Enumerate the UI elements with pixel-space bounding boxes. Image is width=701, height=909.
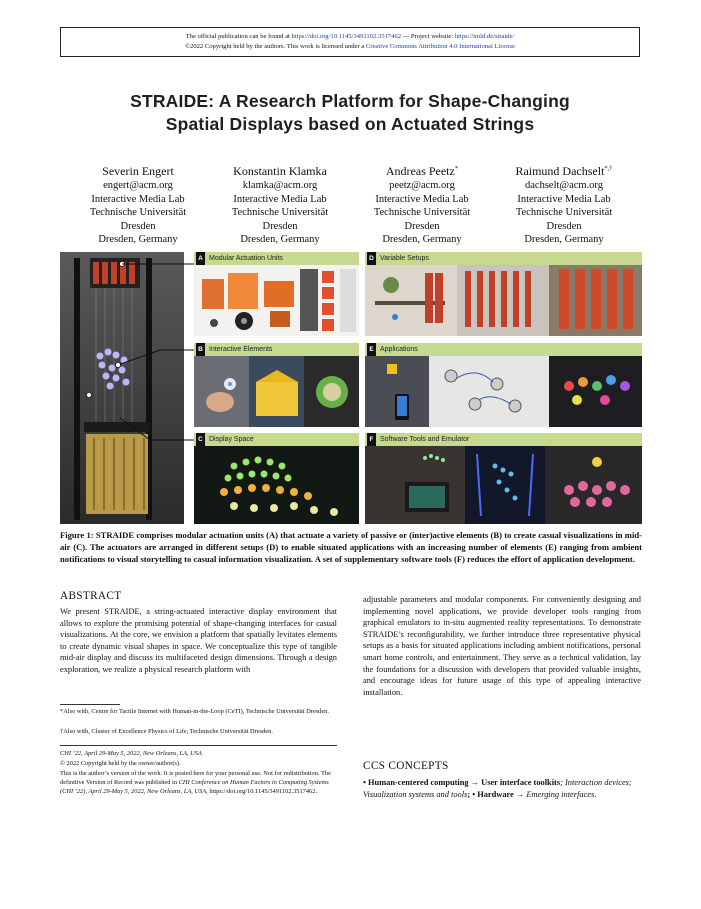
figure-caption: Figure 1: STRAIDE comprises modular actuation units (A) that actuate a variety of passive or (inter)active elements (B) to create casual visualizations in mid-air (C). The actuators are arranged in different setups (D) to enable situated applications with an increasing number of elements (E) ranging from ambient notifications to visual storytelling to casual information visualization. A set of supplementary software tools (F) reduces the effort of application development. <box>60 530 642 565</box>
conference-rule <box>60 745 337 746</box>
panel-e-label <box>365 343 642 356</box>
version-doi: , https://doi.org/10.1145/3491102.3517462. <box>206 788 318 795</box>
author-uni: Technische Universität <box>231 207 329 218</box>
copyright-line: © 2022 Copyright held by the owner/author(s). <box>60 760 181 767</box>
panel-title: Software Tools and Emulator <box>380 436 470 443</box>
title-line-2: Spatial Displays based on Actuated Strings <box>165 114 535 134</box>
version-text: This is the author’s version of the work. It is posted here for your personal use. Not for redistribution. The definitive Version of Record was published in <box>60 770 331 786</box>
author-city: Dresden <box>262 220 298 232</box>
author-uni: Technische Universität <box>373 207 471 218</box>
abstract-left: We present STRAIDE, a string-actuated interactive display environment that allows to explore the promising potential of shape-changing interfaces for casual visualizations. At the core, we envision a platform that spatially levitates elements to create dynamic visual shapes in space. We conceptualize this type of tangible mid-air display and discuss its multifaceted design dimensions. Through a design exploration, we realize a physical research platform with <box>60 607 337 674</box>
author-name: Raimund Dachselt <box>515 164 605 178</box>
ccs-hardware-sub: Emerging interfaces <box>526 789 595 799</box>
panel-d-label <box>365 252 642 265</box>
author-email: engert@acm.org <box>103 180 173 191</box>
author-email: klamka@acm.org <box>242 180 318 191</box>
ccs-concepts <box>363 777 641 800</box>
panel-c-label <box>194 433 359 446</box>
panel-f <box>365 433 642 524</box>
author-country: Dresden, Germany <box>524 234 604 245</box>
panel-title: Interactive Elements <box>209 346 273 353</box>
panel-letter: F <box>367 433 376 446</box>
panel-title: Modular Actuation Units <box>209 255 283 262</box>
notice-text-2: — Project website: <box>401 33 455 40</box>
panel-letter: C <box>196 433 205 446</box>
panel-title: Applications <box>380 346 418 353</box>
title-line-1: STRAIDE: A Research Platform for Shape-Changing <box>130 91 570 111</box>
ccs-heading: CCS CONCEPTS <box>363 760 449 772</box>
author-email: peetz@acm.org <box>389 180 455 191</box>
teaser-figure <box>60 252 642 524</box>
conference-line: CHI ’22, April 29-May 5, 2022, New Orleans, LA, USA <box>60 750 202 757</box>
author-email: dachselt@acm.org <box>525 180 603 191</box>
panel-e <box>365 343 642 427</box>
panel-f-label <box>365 433 642 446</box>
interactive-elements-photo <box>194 356 359 427</box>
footnote-2: †Also with, Cluster of Excellence Physics of Life, Technische Universität Dresden. <box>60 728 273 735</box>
ccs-hci-sub: ; Interaction devices; Visualization systems and tools <box>363 778 632 799</box>
panel-b <box>194 343 359 427</box>
ccs-end: . <box>594 789 597 799</box>
panel-title: Display Space <box>209 436 254 443</box>
author-lab: Interactive Media Lab <box>233 193 327 205</box>
panel-a-label <box>194 252 359 265</box>
author-city: Dresden <box>404 220 440 232</box>
notice-text-3: ©2022 Copyright held by the authors. This work is licensed under a <box>185 43 366 50</box>
author-name: Andreas Peetz <box>385 164 455 178</box>
panel-d <box>365 252 642 336</box>
author-country: Dresden, Germany <box>240 234 320 245</box>
variable-setups-photo <box>365 265 642 336</box>
author-country: Dresden, Germany <box>98 234 178 245</box>
footnote-1: *Also with, Centre for Tactile Internet with Human-in-the-Loop (CeTI), Technische Universität Dresden. <box>60 708 329 715</box>
display-space-photo <box>194 446 359 524</box>
author-mark: * <box>454 165 459 172</box>
ccs-hardware: ; • Hardware → <box>467 789 527 799</box>
author-country: Dresden, Germany <box>382 234 462 245</box>
version-venue: CHI Conference on Human Factors in Computing Systems (CHI ’22), April 29-May 5, 2022, New Orleans, LA, USA <box>60 779 329 795</box>
author-block-4 <box>489 161 639 247</box>
panel-c <box>194 433 359 524</box>
author-mark: *,† <box>604 165 613 172</box>
author-block-3 <box>347 161 497 247</box>
license-notice <box>60 27 640 57</box>
author-name: Severin Engert <box>102 164 174 178</box>
panel-b-label <box>194 343 359 356</box>
author-block-2 <box>205 161 355 247</box>
footnote-rule <box>60 704 120 705</box>
author-lab: Interactive Media Lab <box>91 193 185 205</box>
author-city: Dresden <box>120 220 156 232</box>
panel-a <box>194 252 359 336</box>
author-uni: Technische Universität <box>515 207 613 218</box>
author-lab: Interactive Media Lab <box>375 193 469 205</box>
project-website-link[interactable]: https://imld.de/straide/ <box>454 33 515 40</box>
connector-lines <box>120 260 198 442</box>
panel-letter: E <box>367 343 376 356</box>
doi-link[interactable]: https://doi.org/10.1145/3491102.3517462 <box>291 33 401 40</box>
ccs-hci: • Human-centered computing → User interface toolkits <box>363 778 561 787</box>
author-block-1 <box>63 161 213 247</box>
paper-title <box>40 90 660 136</box>
version-statement <box>60 769 337 796</box>
notice-text-1: The official publication can be found at <box>185 33 292 40</box>
abstract-heading: ABSTRACT <box>60 590 122 602</box>
license-link[interactable]: Creative Commons Attribution 4.0 International License <box>365 43 515 50</box>
actuation-units-photo <box>194 265 359 336</box>
author-lab: Interactive Media Lab <box>517 193 611 205</box>
panel-letter: D <box>367 252 376 265</box>
author-uni: Technische Universität <box>89 207 187 218</box>
author-city: Dresden <box>546 220 582 232</box>
software-tools-photo <box>365 446 642 524</box>
panel-letter: A <box>196 252 205 265</box>
panel-letter: B <box>196 343 205 356</box>
panel-title: Variable Setups <box>380 255 429 262</box>
abstract-right: adjustable parameters and modular components. For conveniently designing and implementing novel applications, we provide developer tools ranging from graphical emulators to in-situ augmented reality representations. To demonstrate STRAIDE’s reconfigurability, we further introduce three representative physical setups as a basis for situated applications including ambient notifications, personal smart home controls, and entertainment. They serve as a technical validation, lay the foundations for a discussion with developers that provided valuable insights, and encourage ideas for future usage of this type of appealing interactive installation. <box>363 595 641 697</box>
applications-photo <box>365 356 642 427</box>
author-name: Konstantin Klamka <box>233 164 327 178</box>
